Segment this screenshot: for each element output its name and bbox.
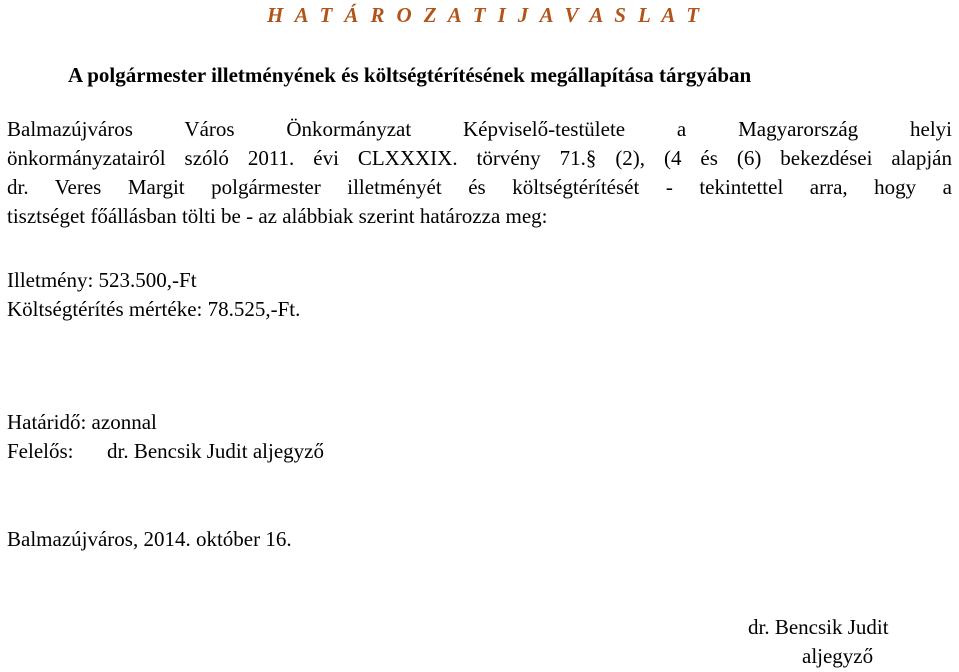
responsible-label: Felelős: (7, 439, 74, 463)
document-heading: H A T Á R O Z A T I J A V A S L A T (267, 3, 703, 27)
signature-name: dr. Bencsik Judit (748, 615, 889, 639)
cost-line: Költségtérítés mértéke: 78.525,-Ft. (7, 297, 301, 321)
body-line: tisztséget főállásban tölti be - az alábbiak szerint határozza meg: (7, 204, 548, 228)
salary-line: Illetmény: 523.500,-Ft (7, 268, 197, 292)
responsible-value: dr. Bencsik Judit aljegyző (107, 439, 324, 463)
document-subject: A polgármester illetményének és költségtérítésének megállapítása tárgyában (68, 63, 752, 87)
place-date: Balmazújváros, 2014. október 16. (7, 527, 292, 551)
body-line: dr. Veres Margit polgármester illetményét és költségtérítését - tekintettel arra, hogy a (7, 175, 952, 199)
responsible-line (7, 439, 324, 464)
body-line: Balmazújváros Város Önkormányzat Képviselő-testülete a Magyarország helyi (7, 117, 952, 141)
signature-title: aljegyző (802, 644, 874, 668)
body-line: önkormányzatairól szóló 2011. évi CLXXXIX. törvény 71.§ (2), (4 és (6) bekezdései alapján (7, 146, 952, 170)
resolution-body (7, 115, 952, 231)
deadline-line: Határidő: azonnal (7, 410, 157, 434)
